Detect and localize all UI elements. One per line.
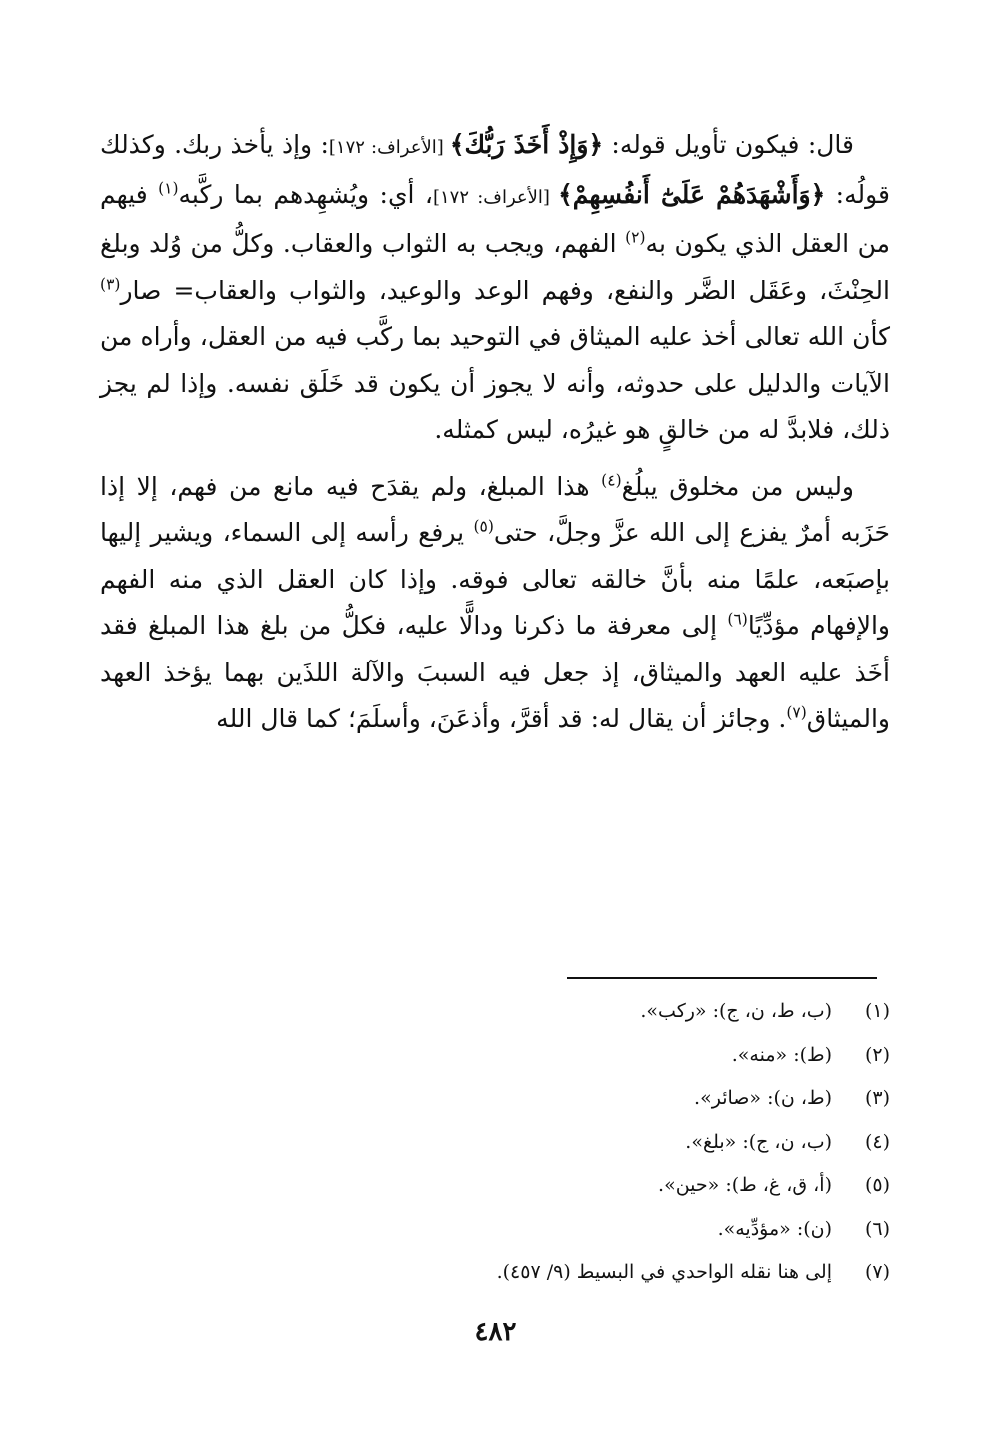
- verse-reference: [الأعراف: ١٧٢]: [328, 137, 450, 158]
- footnote-marker: (٤): [601, 471, 622, 490]
- footnote-text: (ن): «مؤدِّيه».: [717, 1217, 832, 1240]
- footnote-number: (٣): [864, 1087, 890, 1109]
- footnote-text: (ب، ط، ن، ج): «ركب».: [640, 1000, 832, 1022]
- text-segment: : وإذ يأخذ ربك. وكذلك قولُه:: [100, 130, 890, 209]
- footnote-number: (٧): [864, 1261, 890, 1283]
- footnote-text: (ط): «منه».: [731, 1043, 832, 1066]
- footnote-marker: (٣): [100, 275, 121, 294]
- text-segment: يرفع رأسه إلى السماء، ويشير إليها بإصبَعه، علمًا منه بأنَّ خالقه تعالى فوقه. وإذا كان العقل الذي منه الفهم والإفهام مؤدِّيًا: [100, 518, 890, 640]
- text-segment: الفهم، ويجب به الثواب والعقاب. وكلُّ من وُلد وبلغ الحِنْثَ، وعَقَل الضَّر والنفع، وفهم الوعد والوعيد، والثواب والعقاب= صار: [100, 229, 890, 305]
- footnote-item: [100, 1121, 890, 1165]
- footnotes-list: [100, 990, 890, 1295]
- text-segment: ، أي: ويُشهِدهم بما ركَّبه: [178, 179, 433, 209]
- footnote-number: (٢): [864, 1043, 890, 1066]
- verse-reference: [الأعراف: ١٧٢]: [432, 186, 559, 208]
- footnote-marker: (٧): [786, 703, 807, 722]
- footnote-marker: (٢): [625, 228, 646, 247]
- footnote-number: (١): [864, 1000, 890, 1022]
- footnote-text: (أ، ق، غ، ط): «حين».: [658, 1174, 832, 1196]
- footnote-item: [100, 1034, 890, 1078]
- quran-verse: ﴿وَإِذْ أَخَذَ رَبُّكَ﴾: [449, 130, 604, 159]
- paragraph-1: [100, 122, 890, 454]
- footnote-item: [100, 1208, 890, 1252]
- footnote-number: (٤): [864, 1130, 890, 1153]
- footnote-divider: [567, 977, 877, 979]
- footnote-number: (٥): [864, 1174, 890, 1196]
- quran-verse: ﴿وَأَشْهَدَهُمْ عَلَىٰٓ أَنفُسِهِمْ﴾: [558, 179, 826, 209]
- text-segment: . وجائز أن يقال له: قد أقرَّ، وأذعَنَ، وأسلَمَ؛ كما قال الله: [216, 704, 787, 733]
- footnote-marker: (٥): [473, 517, 494, 536]
- footnote-text: إلى هنا نقله الواحدي في البسيط (٩/ ٤٥٧).: [496, 1261, 832, 1283]
- footnote-number: (٦): [864, 1217, 890, 1240]
- page-number: ٤٨٢: [474, 1317, 517, 1347]
- text-segment: وليس من مخلوق يبلُغ: [621, 471, 855, 501]
- text-segment: قال: فيكون تأويل قوله:: [603, 130, 854, 159]
- text-segment: فيهم من العقل الذي يكون به: [100, 179, 890, 258]
- text-segment: إلى معرفة ما ذكرنا ودالًّا عليه، فكلُّ من بلغ هذا المبلغ فقد أخَذ عليه العهد والميثاق، إذ جعل فيه السببَ والآلة اللذَين بهما يؤخذ العهد والميثاق: [100, 611, 890, 733]
- main-text: [100, 122, 890, 743]
- footnote-item: [100, 1164, 890, 1208]
- text-segment: كأن الله تعالى أخذ عليه الميثاق في التوحيد بما ركَّب فيه من العقل، وأراه من الآيات والدليل على حدوثه، وأنه لا يجوز أن يكون قد خَلَق نفسه. وإذا لم يجز ذلك، فلابدَّ له من خالقٍ هو غيرُه، ليس كمثله.: [100, 322, 890, 444]
- footnote-text: (ط، ن): «صائر».: [694, 1087, 832, 1109]
- footnote-item: [100, 990, 890, 1034]
- paragraph-2: [100, 464, 890, 743]
- text-segment: هذا المبلغ، ولم يقدَح فيه مانع من فهم، إلا إذا حَزَبه أمرٌ يفزع إلى الله عزَّ وجلَّ، حتى: [100, 471, 890, 547]
- footnote-marker: (٦): [727, 610, 748, 629]
- footnote-text: (ب، ن، ج): «بلغ».: [685, 1130, 832, 1153]
- footnote-marker: (١): [158, 179, 179, 198]
- footnote-item: [100, 1077, 890, 1121]
- footnote-item: [100, 1251, 890, 1295]
